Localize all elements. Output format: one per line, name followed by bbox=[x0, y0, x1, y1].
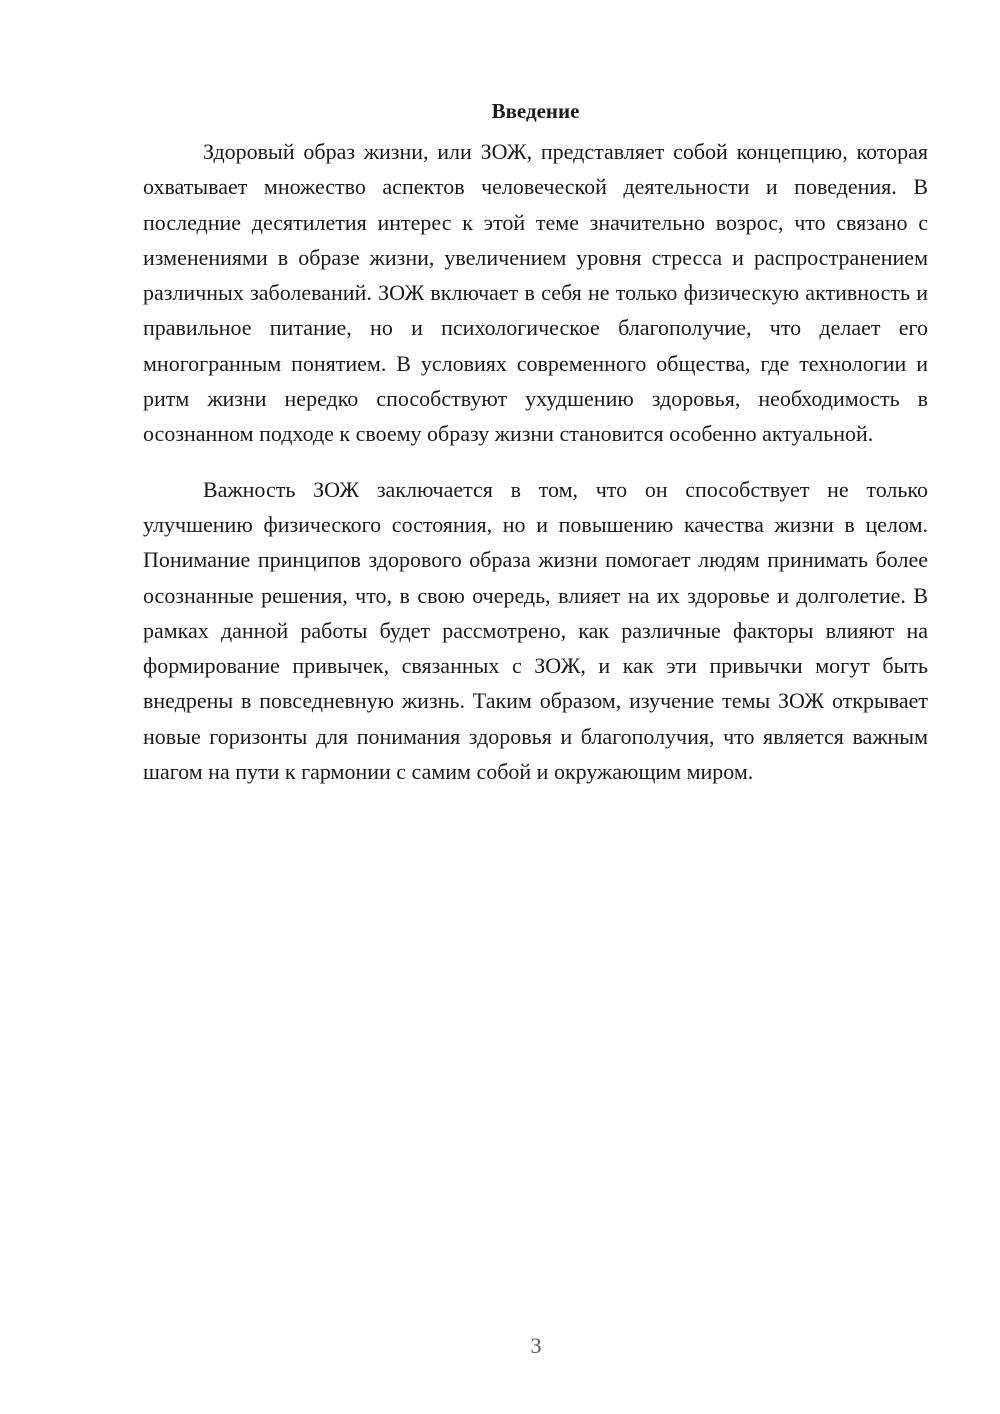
page-content bbox=[143, 96, 928, 789]
page-number: 3 bbox=[530, 1333, 542, 1358]
paragraph-2: Важность ЗОЖ заключается в том, что он способствует не только улучшению физического состояния, но и повышению качества жизни в целом. Понимание принципов здорового образа жизни помогает людям принимать более осознанные решения, что, в свою очередь, влияет на их здоровье и долголетие. В рамках данной работы будет рассмотрено, как различные факторы влияют на формирование привычек, связанных с ЗОЖ, и как эти привычки могут быть внедрены в повседневную жизнь. Таким образом, изучение темы ЗОЖ открывает новые горизонты для понимания здоровья и благополучия, что является важным шагом на пути к гармонии с самим собой и окружающим миром. bbox=[143, 476, 928, 785]
paragraph-1: Здоровый образ жизни, или ЗОЖ, представляет собой концепцию, которая охватывает множество аспектов человеческой деятельности и поведения. В последние десятилетия интерес к этой теме значительно возрос, что связано с изменениями в образе жизни, увеличением уровня стресса и распространением различных заболеваний. ЗОЖ включает в себя не только физическую активность и правильное питание, но и психологическое благополучие, что делает его многогранным понятием. В условиях современного общества, где технологии и ритм жизни нередко способствуют ухудшению здоровья, необходимость в осознанном подходе к своему образу жизни становится особенно актуальной. bbox=[143, 139, 928, 447]
section-heading: Введение bbox=[491, 99, 580, 123]
